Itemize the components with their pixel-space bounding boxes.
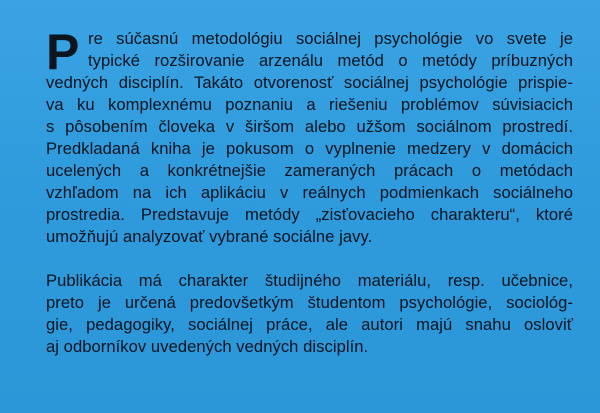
blurb-text [46,24,573,358]
paragraph-1-line-9: prostredia. Predstavuje metódy „zisťovacieho charakteru“, ktoré [46,205,573,224]
paragraph-1-line-5: s pôsobením človeka v širšom alebo užšom sociálnom prostredí. [46,117,573,136]
paragraph-1 [46,24,573,248]
paragraph-1-line-7: ucelených a konkrétnejšie zameraných prácach o metódach [46,161,573,180]
paragraph-1-line-8: vzhľadom na ich aplikáciu v reálnych podmienkach sociálneho [46,183,573,202]
paragraph-2-line-1: Publikácia má charakter študijného materiálu, resp. učebnice, [46,271,573,290]
paragraph-1-line-1: re súčasnú metodológiu sociálnej psychológie vo svete je [88,29,573,48]
paragraph-2-line-4: aj odborníkov uvedených vedných disciplín. [46,337,369,356]
paragraph-1-line-3: vedných disciplín. Takáto otvorenosť sociálnej psychológie prispie- [46,73,573,92]
paragraph-2-line-3: gie, pedagogiky, sociálnej práce, ale autori majú snahu osloviť [46,315,573,334]
paragraph-1-line-2: typické rozširovanie arzenálu metód o metódy príbuzných [88,51,573,70]
paragraph-2-line-2: preto je určená predovšetkým študentom psychológie, sociológ- [46,293,573,312]
paragraph-2 [46,270,573,358]
paragraph-1-line-6: Predkladaná kniha je pokusom o vyplnenie medzery v domácich [46,139,573,158]
paragraph-1-line-10: umožňujú analyzovať vybrané sociálne javy. [46,227,373,246]
paragraph-1-line-4: va ku komplexnému poznaniu a riešeniu problémov súvisiacich [46,95,573,114]
drop-cap-letter: P [46,24,80,80]
